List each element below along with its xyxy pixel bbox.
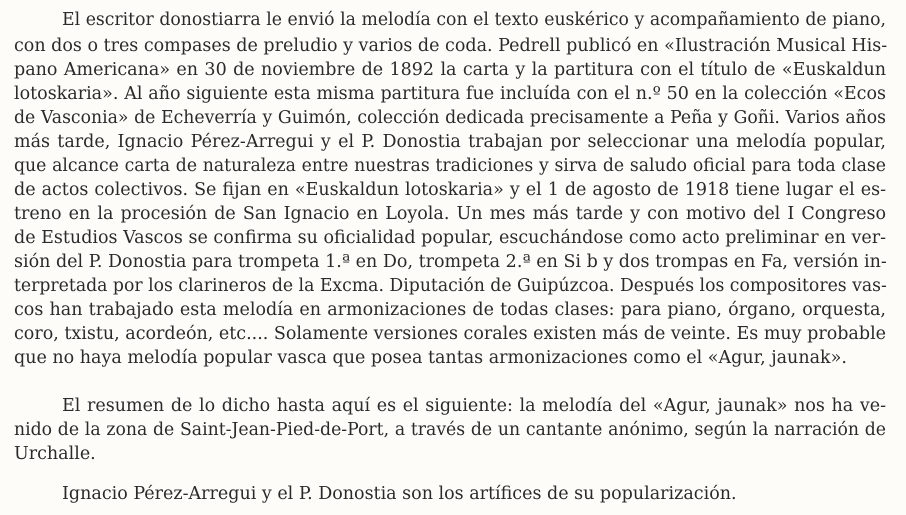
paragraph-line: lotoskaria». Al año siguiente esta misma partitura fue incluída con el n.º 50 en la colección «Ecos bbox=[14, 84, 886, 104]
paragraph-line: treno en la procesión de San Ignacio en Loyola. Un mes más tarde y con motivo del I Congreso bbox=[14, 204, 886, 224]
paragraph-line: El resumen de lo dicho hasta aquí es el siguiente: la melodía del «Agur, jaunak» nos ha ve- bbox=[62, 396, 886, 416]
paragraph-line: de actos colectivos. Se fijan en «Euskaldun lotoskaria» y el 1 de agosto de 1918 tiene lugar el es- bbox=[14, 180, 886, 200]
paragraph-line: que alcance carta de naturaleza entre nuestras tradiciones y sirva de saludo oficial para toda clase bbox=[14, 156, 886, 176]
paragraph-line: coro, txistu, acordeón, etc.... Solamente versiones corales existen más de veinte. Es muy probable bbox=[14, 324, 887, 344]
paragraph-line: pano Americana» en 30 de noviembre de 1892 la carta y la partitura con el título de «Euskaldun bbox=[14, 60, 886, 80]
paragraph-line: Urchalle. bbox=[14, 444, 96, 464]
paragraph-line: Ignacio Pérez-Arregui y el P. Donostia son los artífices de su popularización. bbox=[62, 484, 737, 504]
paragraph-line: cos han trabajado esta melodía en armonizaciones de todas clases: para piano, órgano, orquesta, bbox=[14, 300, 886, 320]
paragraph-line: sión del P. Donostia para trompeta 1.ª en Do, trompeta 2.ª en Si b y dos trompas en Fa, versión in- bbox=[14, 252, 887, 272]
paragraph-line: con dos o tres compases de preludio y varios de coda. Pedrell publicó en «Ilustración Musical His- bbox=[14, 36, 888, 56]
paragraph-line: El escritor donostiarra le envió la melodía con el texto euskérico y acompañamiento de piano, bbox=[62, 10, 886, 30]
paragraph-line: de Vasconia» de Echeverría y Guimón, colección dedicada precisamente a Peña y Goñi. Varios años bbox=[14, 108, 886, 128]
paragraph-line: de Estudios Vascos se confirma su oficialidad popular, escuchándose como acto preliminar en ver- bbox=[14, 228, 886, 248]
paragraph-line: que no haya melodía popular vasca que posea tantas armonizaciones como el «Agur, jaunak». bbox=[14, 348, 847, 368]
paragraph-line: terpretada por los clarineros de la Excma. Diputación de Guipúzcoa. Después los compositores vas- bbox=[14, 276, 887, 296]
paragraph-line: nido de la zona de Saint-Jean-Pied-de-Port, a través de un cantante anónimo, según la narración de bbox=[14, 420, 886, 440]
paragraph-line: más tarde, Ignacio Pérez-Arregui y el P. Donostia trabajan por seleccionar una melodía popular, bbox=[14, 132, 886, 152]
